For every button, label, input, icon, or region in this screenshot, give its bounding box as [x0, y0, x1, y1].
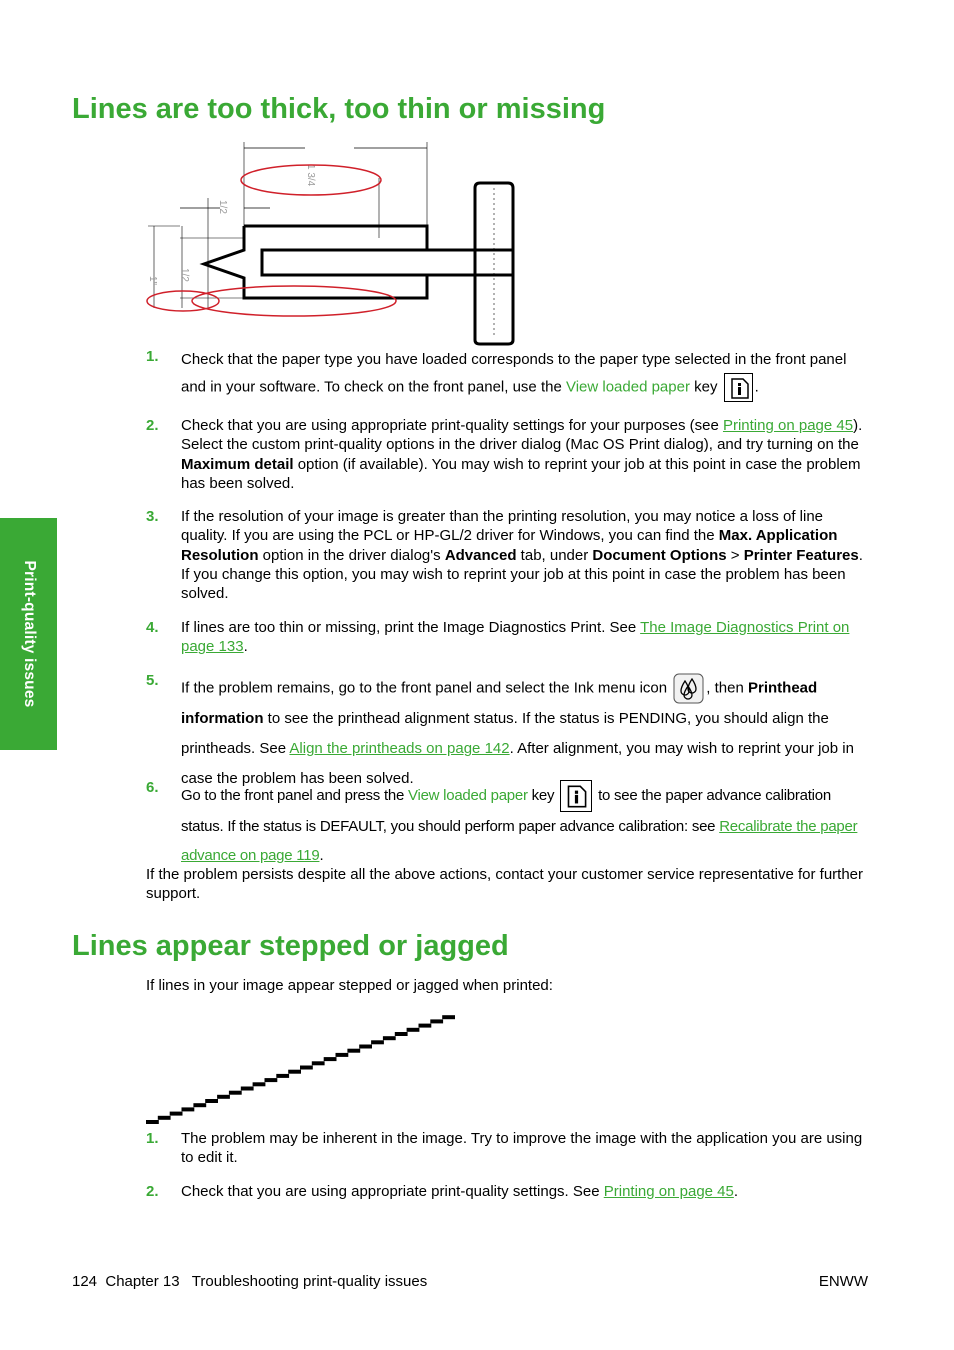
item-bold: Document Options — [592, 546, 727, 564]
item-number: 2. — [146, 1183, 159, 1200]
item-text: . — [733, 1183, 739, 1200]
item-text: The problem may be inherent in the image. Try to improve the image with the application you are using to edit it. — [181, 1130, 863, 1167]
dim-label-1-3-4: 1 3/4 — [305, 164, 316, 187]
stair-step — [253, 1082, 266, 1086]
item-text: Go to the front panel and press the — [181, 786, 408, 804]
side-tab — [0, 518, 57, 750]
stair-step — [193, 1103, 206, 1107]
item-text: option in the driver dialog's — [258, 546, 445, 564]
stair-step — [229, 1091, 242, 1095]
item-bold: Printer Features — [743, 546, 859, 564]
item-bold: Advanced — [444, 546, 517, 564]
item-number: 6. — [146, 779, 159, 796]
view-loaded-paper-key-label: View loaded paper — [565, 378, 690, 396]
stair-step — [419, 1024, 432, 1028]
stair-step — [241, 1087, 254, 1091]
ink-menu-icon — [673, 673, 704, 704]
item-text: , then — [706, 679, 748, 697]
info-key-icon — [724, 373, 753, 402]
item-text: to see the printhead alignment status. If the status is PENDING, you should align the printheads. See — [181, 710, 829, 757]
item-text: . — [754, 378, 759, 396]
dim-label-1in: 1" — [147, 276, 158, 286]
item-bold: Printhead information — [181, 679, 818, 727]
stair-step — [324, 1057, 337, 1061]
stair-step — [217, 1095, 230, 1099]
item-text: ). Select the custom print-quality options in the driver dialog (Mac OS Print dialog), and try turning on the — [181, 417, 863, 454]
stair-step — [407, 1028, 420, 1032]
item-text: . — [243, 638, 248, 656]
stair-step — [265, 1078, 278, 1082]
stair-step — [146, 1120, 159, 1124]
stair-step — [312, 1061, 325, 1065]
stair-step — [395, 1032, 408, 1036]
intro-paragraph: If lines in your image appear stepped or jagged when printed: — [146, 977, 553, 994]
side-tab-label: Print-quality issues — [20, 560, 38, 708]
footer-right: ENWW — [818, 1273, 868, 1290]
item-text: If lines are too thin or missing, print the Image Diagnostics Print. See — [181, 619, 641, 636]
link-recalibrate-paper-advance-p119[interactable]: Recalibrate the paper advance on page 119 — [181, 818, 858, 864]
item-text: > — [726, 546, 744, 564]
item-text: option (if available). You may wish to reprint your job at this point in case the problem has been solved. — [181, 455, 861, 492]
stair-step — [288, 1070, 301, 1074]
item-text: key — [527, 786, 559, 804]
link-image-diagnostics-p133[interactable]: The Image Diagnostics Print on page 133 — [181, 619, 850, 656]
stair-step — [182, 1107, 195, 1111]
stair-step — [359, 1045, 372, 1049]
view-loaded-paper-key-label: View loaded paper — [408, 786, 528, 804]
item-text: If the resolution of your image is greater than the printing resolution, you may notice a loss of line quality. If you are using the PCL or HP-GL/2 driver for Windows, you can find the — [181, 508, 824, 545]
footer-left: 124 Chapter 13 Troubleshooting print-quality issues — [72, 1273, 428, 1290]
item-text: Check that the paper type you have loaded corresponds to the paper type selected in the front panel and in your software. To check on the front panel, use the — [181, 351, 847, 396]
link-printing-p45[interactable]: Printing on page 45 — [603, 1183, 734, 1200]
item-text: If the problem remains, go to the front panel and select the Ink menu icon — [181, 679, 672, 697]
item-bold: Maximum detail — [181, 455, 294, 473]
info-key-icon — [560, 780, 592, 812]
line-width-figure — [140, 138, 530, 348]
item-bold: Max. Application Resolution — [181, 527, 838, 564]
item-text: . After alignment, you may wish to reprint your job in case the problem has been solved. — [181, 740, 854, 787]
item-text: . — [319, 847, 324, 864]
stair-step — [383, 1036, 396, 1040]
section-title-stepped-lines: Lines appear stepped or jagged — [72, 930, 509, 962]
dim-label-half-b: 1/2 — [217, 200, 228, 214]
stair-step — [205, 1099, 218, 1103]
stair-step — [347, 1049, 360, 1053]
section-title-lines-thickness: Lines are too thick, too thin or missing — [72, 93, 606, 125]
stair-step — [300, 1066, 313, 1070]
item-text: Check that you are using appropriate print-quality settings for your purposes (see — [181, 417, 723, 434]
item-number: 1. — [146, 348, 159, 365]
stair-step — [170, 1112, 183, 1116]
stepped-line-figure — [140, 1005, 460, 1130]
stair-step — [430, 1019, 443, 1023]
link-align-printheads-p142[interactable]: Align the printheads on page 142 — [289, 740, 510, 757]
stair-step — [442, 1015, 455, 1019]
item-text: key — [689, 378, 722, 396]
link-printing-p45[interactable]: Printing on page 45 — [722, 417, 854, 434]
item-text: . If you change this option, you may wish to reprint your job at this point in case the problem has been solved. — [181, 546, 863, 603]
stair-step — [371, 1040, 384, 1044]
stair-step — [336, 1053, 349, 1057]
dim-label-half-a: 1/2 — [179, 268, 190, 282]
item-number: 3. — [146, 508, 159, 525]
item-number: 4. — [146, 619, 159, 636]
item-number: 1. — [146, 1130, 159, 1147]
item-text: to see the paper advance calibration status. If the status is DEFAULT, you should perform paper advance calibration: see — [181, 786, 831, 835]
item-text: tab, under — [516, 546, 593, 564]
item-number: 2. — [146, 417, 159, 434]
stair-step — [276, 1074, 289, 1078]
item-text: Check that you are using appropriate print-quality settings. See — [181, 1183, 604, 1200]
stair-step — [158, 1116, 171, 1120]
closing-paragraph: If the problem persists despite all the above actions, contact your customer service representative for further support. — [146, 866, 864, 903]
item-number: 5. — [146, 672, 159, 689]
